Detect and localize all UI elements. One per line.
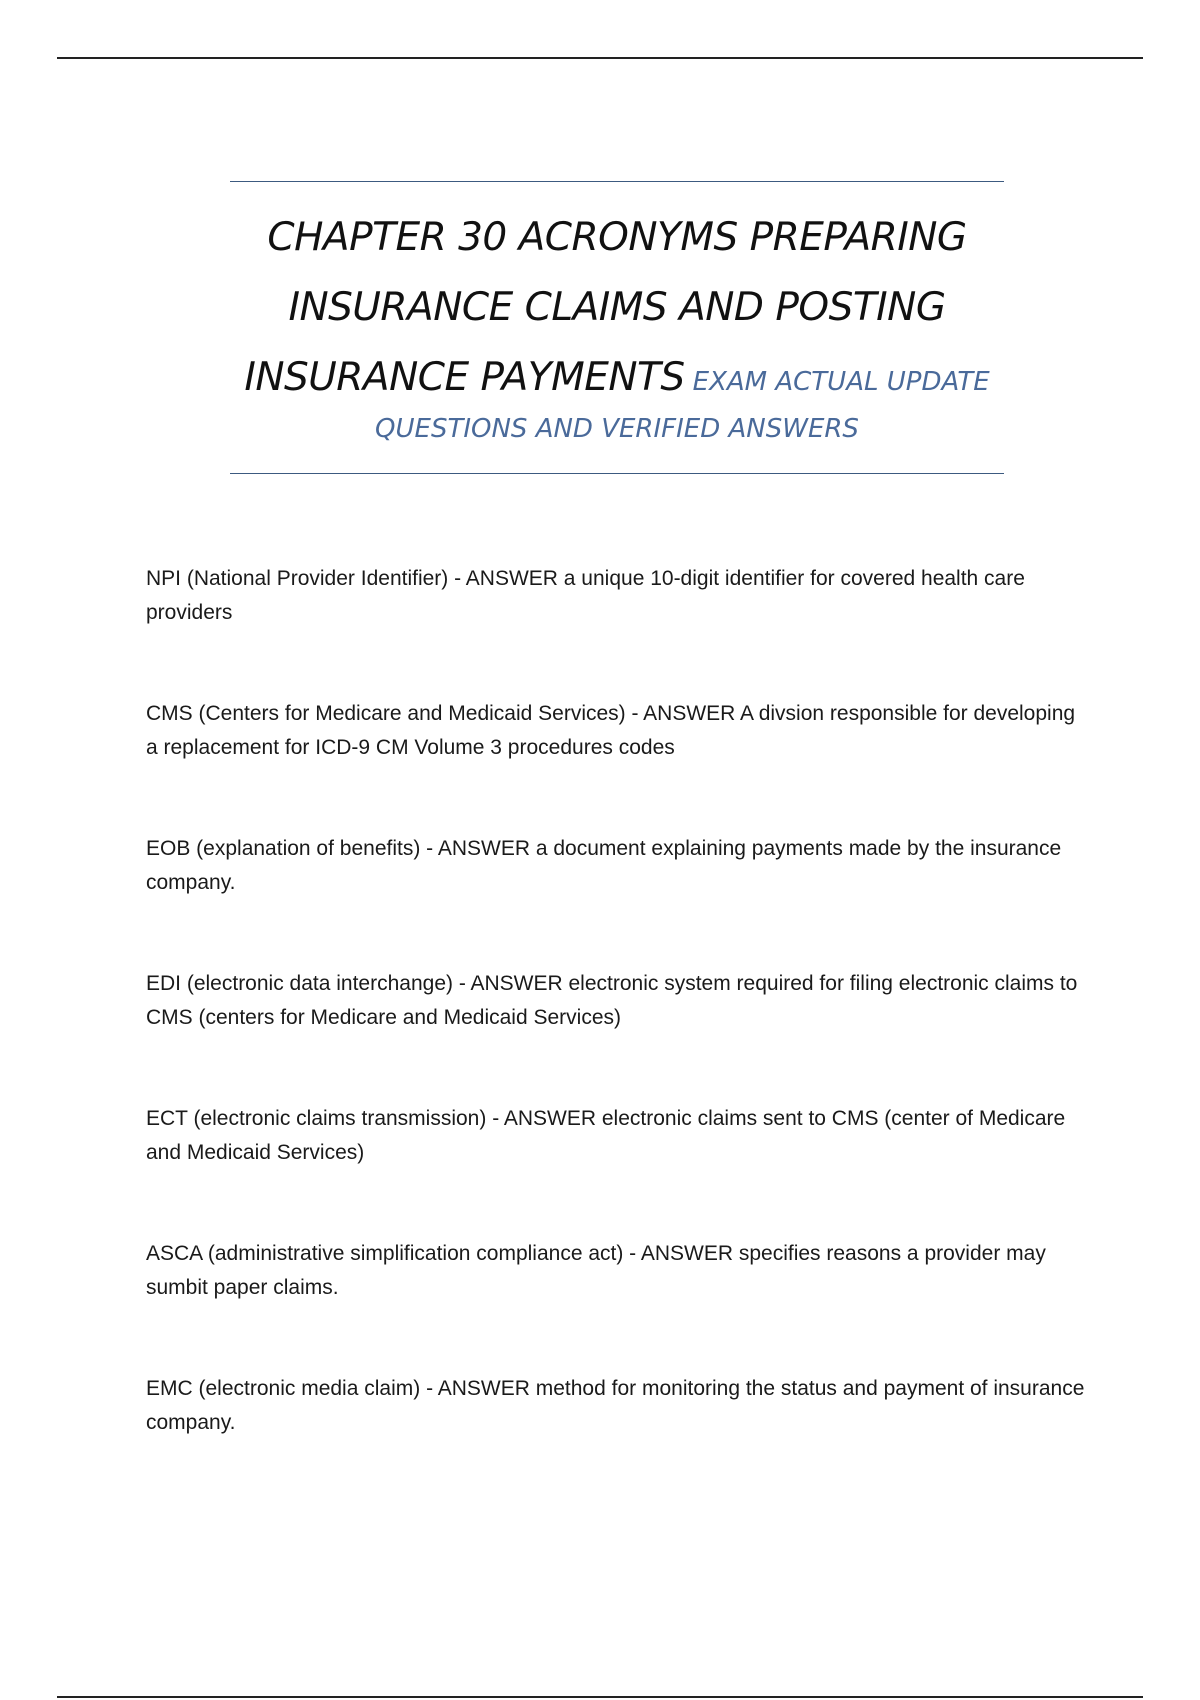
title-upper-rule [230,181,1004,182]
list-item [146,1237,1086,1372]
document-title [220,203,1014,417]
title-lower-rule [230,473,1004,474]
title-line-2: INSURANCE CLAIMS AND POSTING [288,285,946,330]
list-item [146,832,1086,967]
acronym-list [146,562,1086,1507]
subtitle-inline: EXAM ACTUAL UPDATE [692,367,990,397]
entry-text: EDI (electronic data interchange) - ANSWER electronic system required for filing electronic claims to CMS (centers for Medicare and Medicaid Services) [146,972,1078,1029]
entry-text: NPI (National Provider Identifier) - ANSWER a unique 10-digit identifier for covered health care providers [146,567,1025,624]
entry-text: ASCA (administrative simplification compliance act) - ANSWER specifies reasons a provider may sumbit paper claims. [146,1242,1046,1299]
list-item [146,1372,1086,1507]
page-top-rule [57,57,1143,59]
list-item [146,967,1086,1102]
list-item [146,1102,1086,1237]
entry-text: CMS (Centers for Medicare and Medicaid Services) - ANSWER A divsion responsible for developing a replacement for ICD-9 CM Volume 3 procedures codes [146,702,1076,759]
entry-text: EMC (electronic media claim) - ANSWER method for monitoring the status and payment of insurance company. [146,1377,1085,1434]
title-block [230,181,1004,475]
title-line-1: CHAPTER 30 ACRONYMS PREPARING [267,215,967,260]
entry-text: EOB (explanation of benefits) - ANSWER a document explaining payments made by the insurance company. [146,837,1062,894]
title-line-3: INSURANCE PAYMENTS [244,355,685,400]
subtitle-line-2: QUESTIONS AND VERIFIED ANSWERS [375,414,859,444]
list-item [146,697,1086,832]
page-bottom-rule [57,1696,1143,1698]
list-item [146,562,1086,697]
entry-text: ECT (electronic claims transmission) - ANSWER electronic claims sent to CMS (center of Medicare and Medicaid Services) [146,1107,1066,1164]
